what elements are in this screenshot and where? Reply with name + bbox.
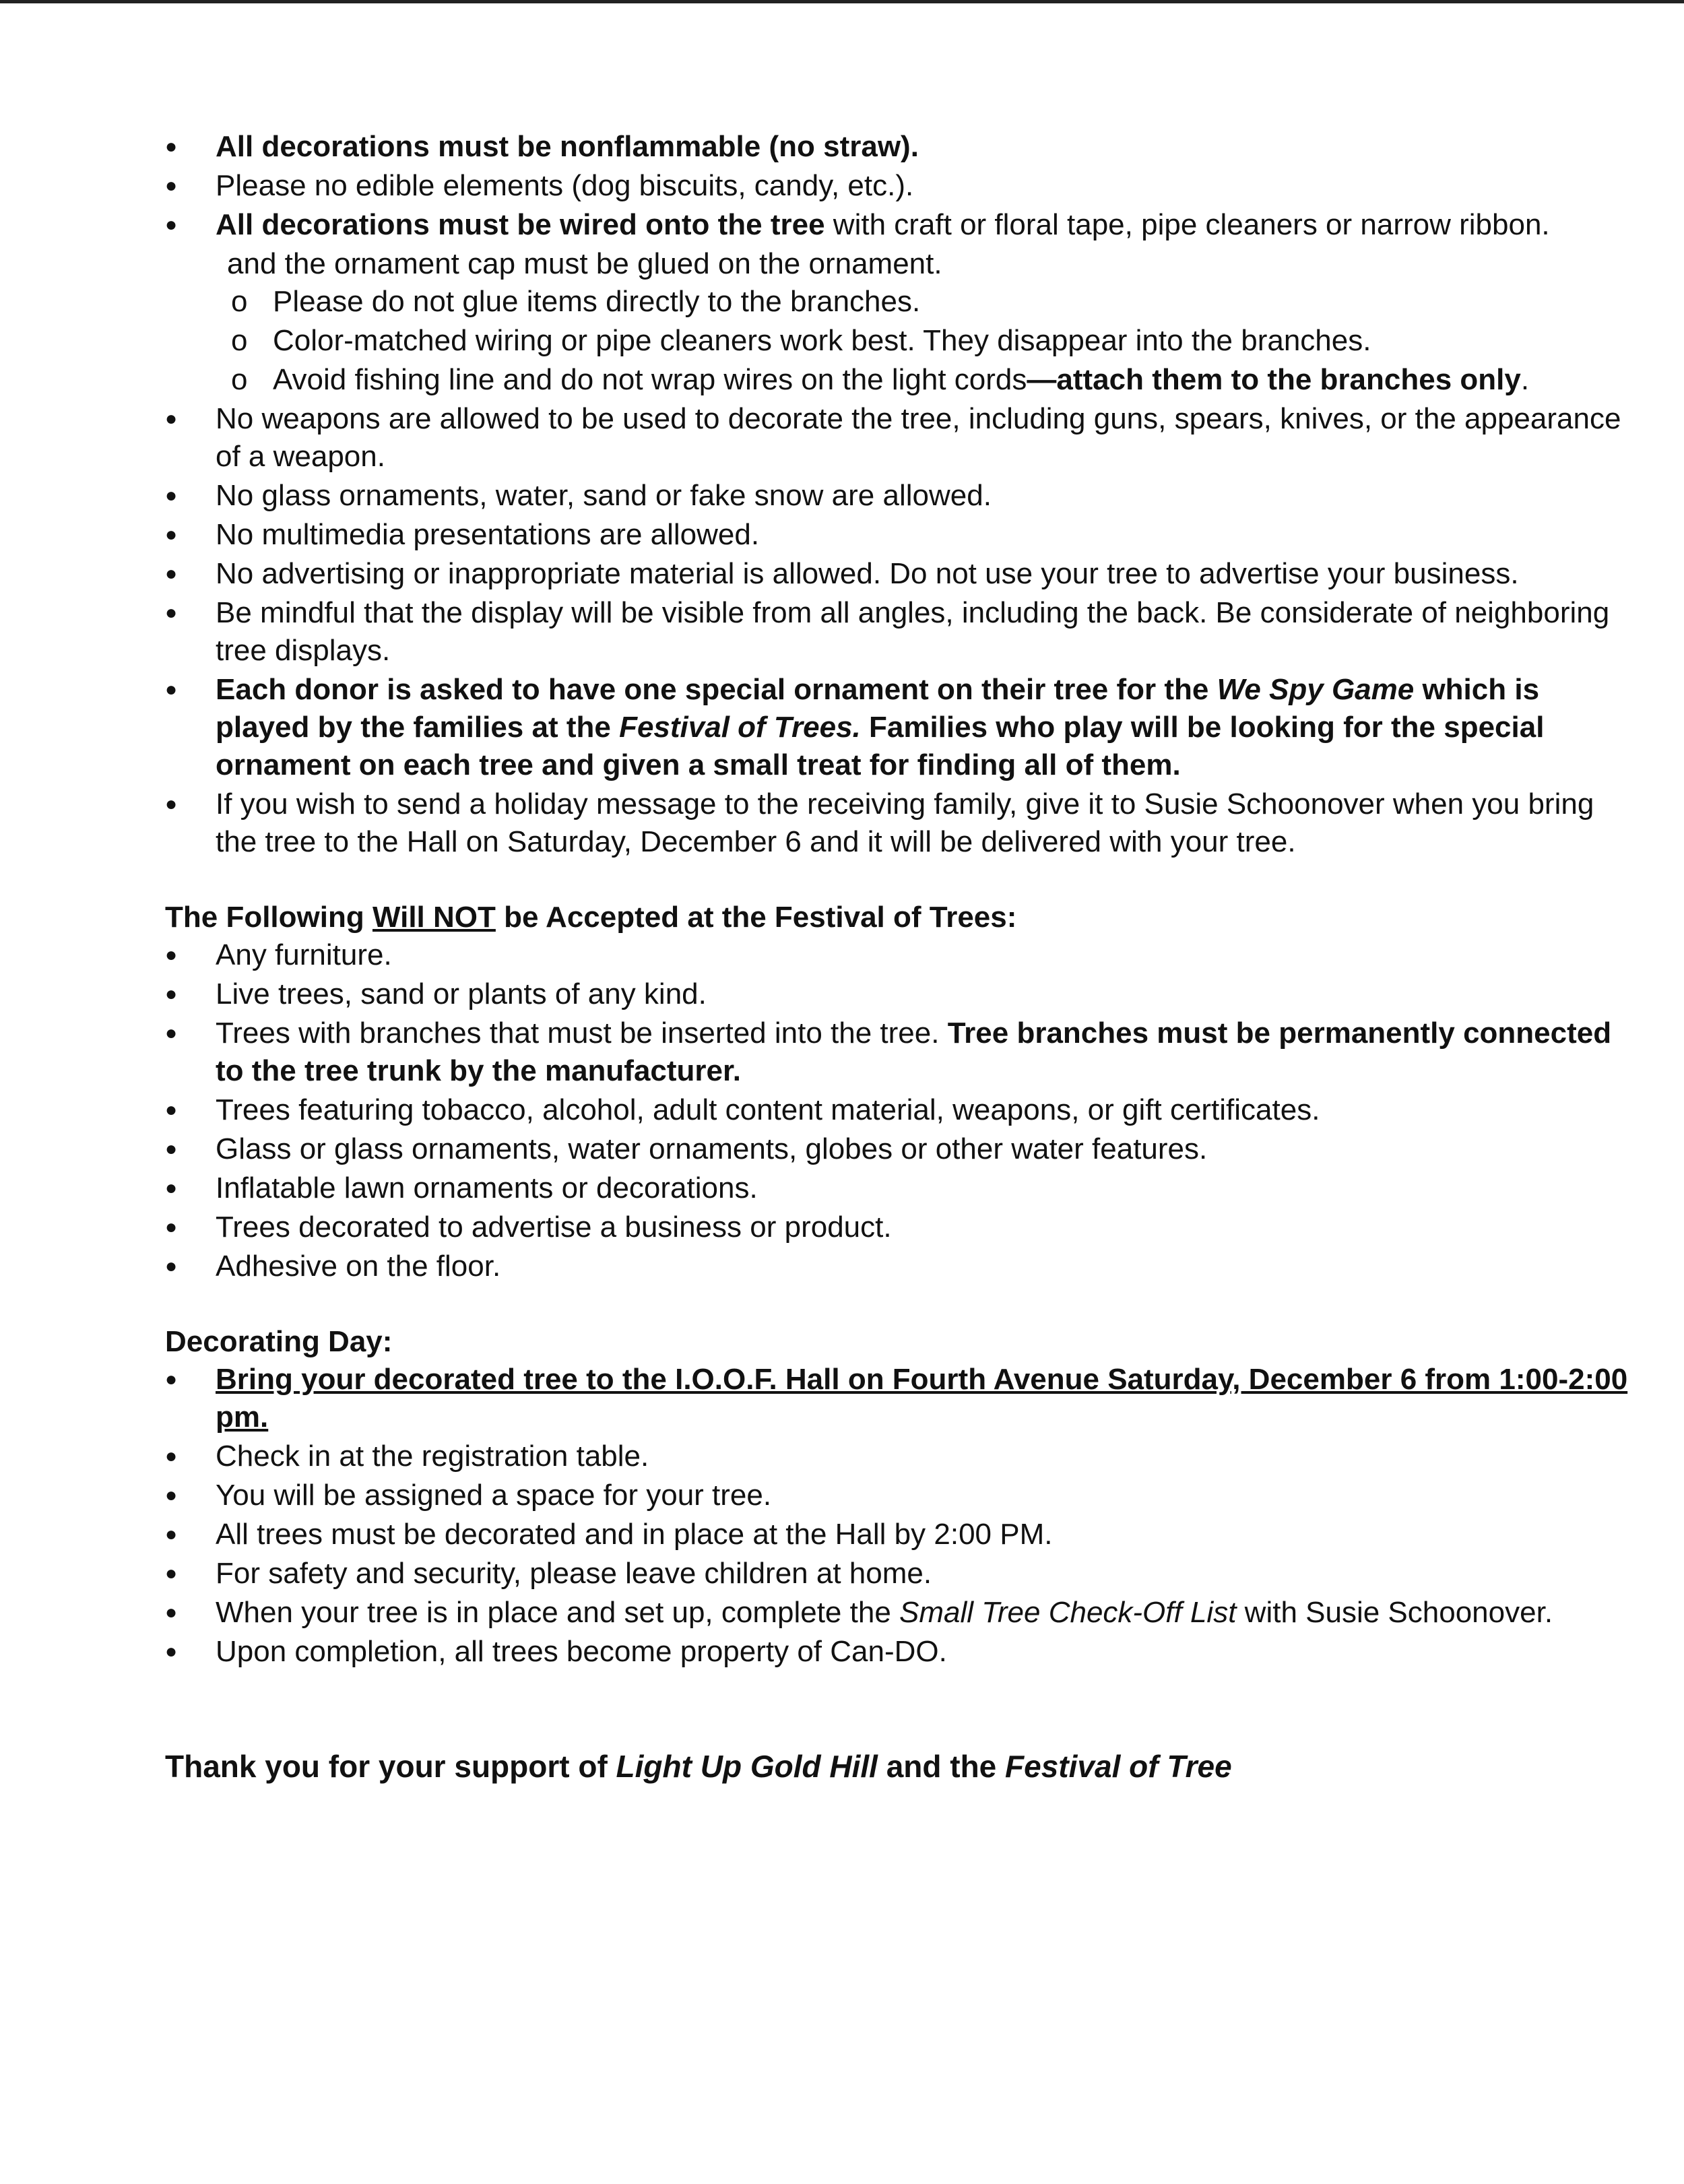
decorating-day-heading: Decorating Day: [165,1325,393,1358]
sub-rule-fishing-line [165,361,1640,399]
item-text: Live trees, sand or plants of any kind. [216,977,707,1010]
item-text: Any furniture. [216,938,392,971]
rule-no-edible [165,167,1640,205]
sub-rule-bold-text: —attach them to the branches only [1027,363,1521,396]
item-text: Adhesive on the floor. [216,1250,501,1283]
rule-spy-game [165,671,1640,784]
sub-rule-text: Avoid fishing line and do not wrap wires on the light cords [273,363,1027,396]
rule-no-advertising [165,555,1640,593]
thanks-text: Thank you for your support of [165,1749,616,1784]
festival-name: Festival of Tree [1005,1749,1232,1784]
not-accepted-list [165,936,1640,1285]
sub-rule-text: Color-matched wiring or pipe cleaners work best. They disappear into the branches. [273,324,1371,357]
rule-text: with craft or floral tape, pipe cleaners or narrow ribbon. [824,208,1550,241]
section-gap [165,1672,1640,1747]
sub-rule-no-glue [165,283,1640,321]
rule-text: If you wish to send a holiday message to the receiving family, give it to Susie Schoonover when you bring the tree to the Hall on Saturday, December 6 and it will be delivered with your tree. [216,788,1594,858]
rule-no-glass [165,477,1640,515]
item-text: Inflatable lawn ornaments or decorations. [216,1171,758,1205]
decorating-day-checkoff [165,1594,1640,1632]
decorating-day-item [165,1555,1640,1593]
heading-text: The Following [165,901,373,934]
wiring-sub-list [165,283,1640,399]
not-accepted-item [165,1209,1640,1246]
item-text: Trees decorated to advertise a business or product. [216,1211,892,1244]
item-text: All trees must be decorated and in place at the Hall by 2:00 PM. [216,1518,1053,1551]
item-text: Trees featuring tobacco, alcohol, adult content material, weapons, or gift certificates. [216,1093,1320,1126]
thanks-text: and the [877,1749,1006,1784]
item-text: with Susie Schoonover. [1236,1596,1553,1629]
spy-game-text: Each donor is asked to have one special ornament on their tree for the [216,673,1217,706]
item-text: Upon completion, all trees become property of Can-DO. [216,1635,947,1668]
not-accepted-item [165,1091,1640,1129]
rule-text: Be mindful that the display will be visible from all angles, including the back. Be considerate of neighboring tree displays. [216,596,1610,667]
heading-underlined: Will NOT [372,901,496,934]
document-page [165,128,1640,1785]
spy-game-text: which is played by the families at the [216,673,1540,744]
decorating-day-item [165,1633,1640,1671]
not-accepted-item [165,936,1640,974]
decorating-day-item [165,1438,1640,1475]
thank-you-line [165,1747,1640,1785]
rule-bold-text: All decorations must be wired onto the tree [216,208,825,241]
rule-text: No multimedia presentations are allowed. [216,518,760,551]
ornament-cap-note: and the ornament cap must be glued on the ornament. [227,247,942,280]
rule-holiday-message [165,785,1640,861]
item-text: When your tree is in place and set up, complete the [216,1596,900,1629]
section-gap [165,1287,1640,1323]
not-accepted-item [165,1015,1640,1090]
rule-text: No advertising or inappropriate material is allowed. Do not use your tree to advertise your business. [216,557,1519,590]
rule-nonflammable [165,128,1640,166]
section-gap [165,862,1640,899]
highlight-text: Bring your decorated tree to the I.O.O.F. Hall on Fourth Avenue Saturday, December 6 from 1:00-2:00 pm. [216,1363,1628,1434]
checkoff-list-name: Small Tree Check-Off List [899,1596,1237,1629]
rule-no-weapons [165,400,1640,476]
not-accepted-item [165,1169,1640,1207]
rule-mindful [165,594,1640,670]
rules-list [165,128,1640,244]
sub-rule-text: Please do not glue items directly to the branches. [273,285,921,318]
item-text: Glass or glass ornaments, water ornaments, globes or other water features. [216,1132,1208,1165]
decorating-day-item [165,1477,1640,1514]
decorating-day-item [165,1516,1640,1553]
rule-no-multimedia [165,516,1640,554]
rule-text: No weapons are allowed to be used to decorate the tree, including guns, spears, knives, or the appearance of a weapon. [216,402,1621,473]
item-text: For safety and security, please leave children at home. [216,1557,932,1590]
rule-text: Please no edible elements (dog biscuits, candy, etc.). [216,169,914,202]
event-name: Light Up Gold Hill [616,1749,878,1784]
decorating-day-list [165,1361,1640,1671]
item-text: You will be assigned a space for your tree. [216,1479,772,1512]
item-text: Trees with branches that must be inserted into the tree. [216,1017,948,1050]
rule-text: No glass ornaments, water, sand or fake snow are allowed. [216,479,992,512]
scan-edge-line [0,0,1684,3]
rule-text: All decorations must be nonflammable (no straw). [216,130,919,163]
spy-game-text: Families who play will be looking for the special ornament on each tree and given a small treat for finding all of them. [216,711,1545,781]
not-accepted-heading [165,899,1640,936]
rules-list-continued [165,400,1640,861]
not-accepted-item [165,1130,1640,1168]
sub-rule-tail: . [1520,363,1530,396]
festival-name: Festival of Trees. [619,711,861,744]
item-bold-text: Tree branches must be permanently connected to the tree trunk by the manufacturer. [216,1017,1612,1087]
not-accepted-item [165,975,1640,1013]
decorating-day-highlight [165,1361,1640,1436]
item-text: Check in at the registration table. [216,1440,649,1473]
rule-wired [165,206,1640,244]
sub-rule-color-matched [165,322,1640,360]
spy-game-name: We Spy Game [1217,673,1415,706]
heading-text: be Accepted at the Festival of Trees: [495,901,1017,934]
not-accepted-item [165,1248,1640,1285]
